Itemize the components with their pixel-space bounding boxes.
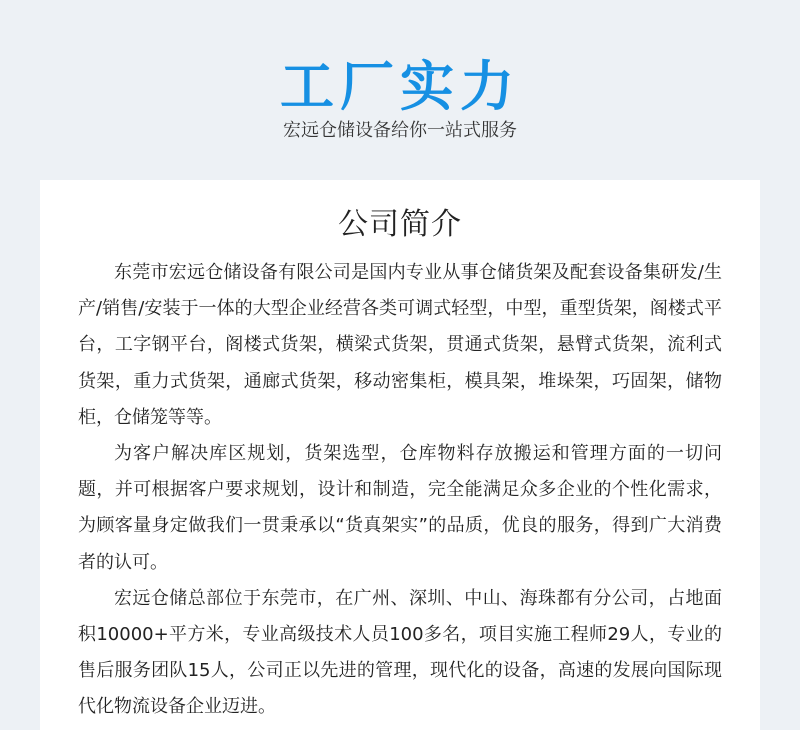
page-title: 工厂实力 xyxy=(280,55,520,118)
company-intro-content xyxy=(78,255,722,726)
intro-paragraph-2: 为客户解决库区规划，货架选型，仓库物料存放搬运和管理方面的一切问题，并可根据客户要求规划，设计和制造，完全能满足众多企业的个性化需求，为顾客量身定做我们一贯秉承以“货真架实”的品质，优良的服务，得到广大消费者的认可。 xyxy=(78,443,722,573)
page-subtitle: 宏远仓储设备给你一站式服务 xyxy=(283,120,517,141)
hero-section xyxy=(0,0,800,180)
company-intro-title: 公司简介 xyxy=(338,207,462,242)
intro-paragraph-3: 宏远仓储总部位于东莞市，在广州、深圳、中山、海珠都有分公司，占地面积10000+平方米，专业高级技术人员100多名，项目实施工程师29人，专业的售后服务团队15人，公司正以先进的管理，现代化的设备，高速的发展向国际现代化物流设备企业迈进。 xyxy=(78,587,722,718)
intro-paragraph-1: 东莞市宏远仓储设备有限公司是国内专业从事仓储货架及配套设备集研发/生产/销售/安装于一体的大型企业经营各类可调式轻型，中型，重型货架，阁楼式平台，工字钢平台，阁楼式货架，横梁式货架，贯通式货架，悬臂式货架，流利式货架，重力式货架，通廊式货架，移动密集柜，模具架，堆垛架，巧固架，储物柜，仓储笼等等。 xyxy=(78,262,722,428)
company-intro-card xyxy=(40,180,760,730)
